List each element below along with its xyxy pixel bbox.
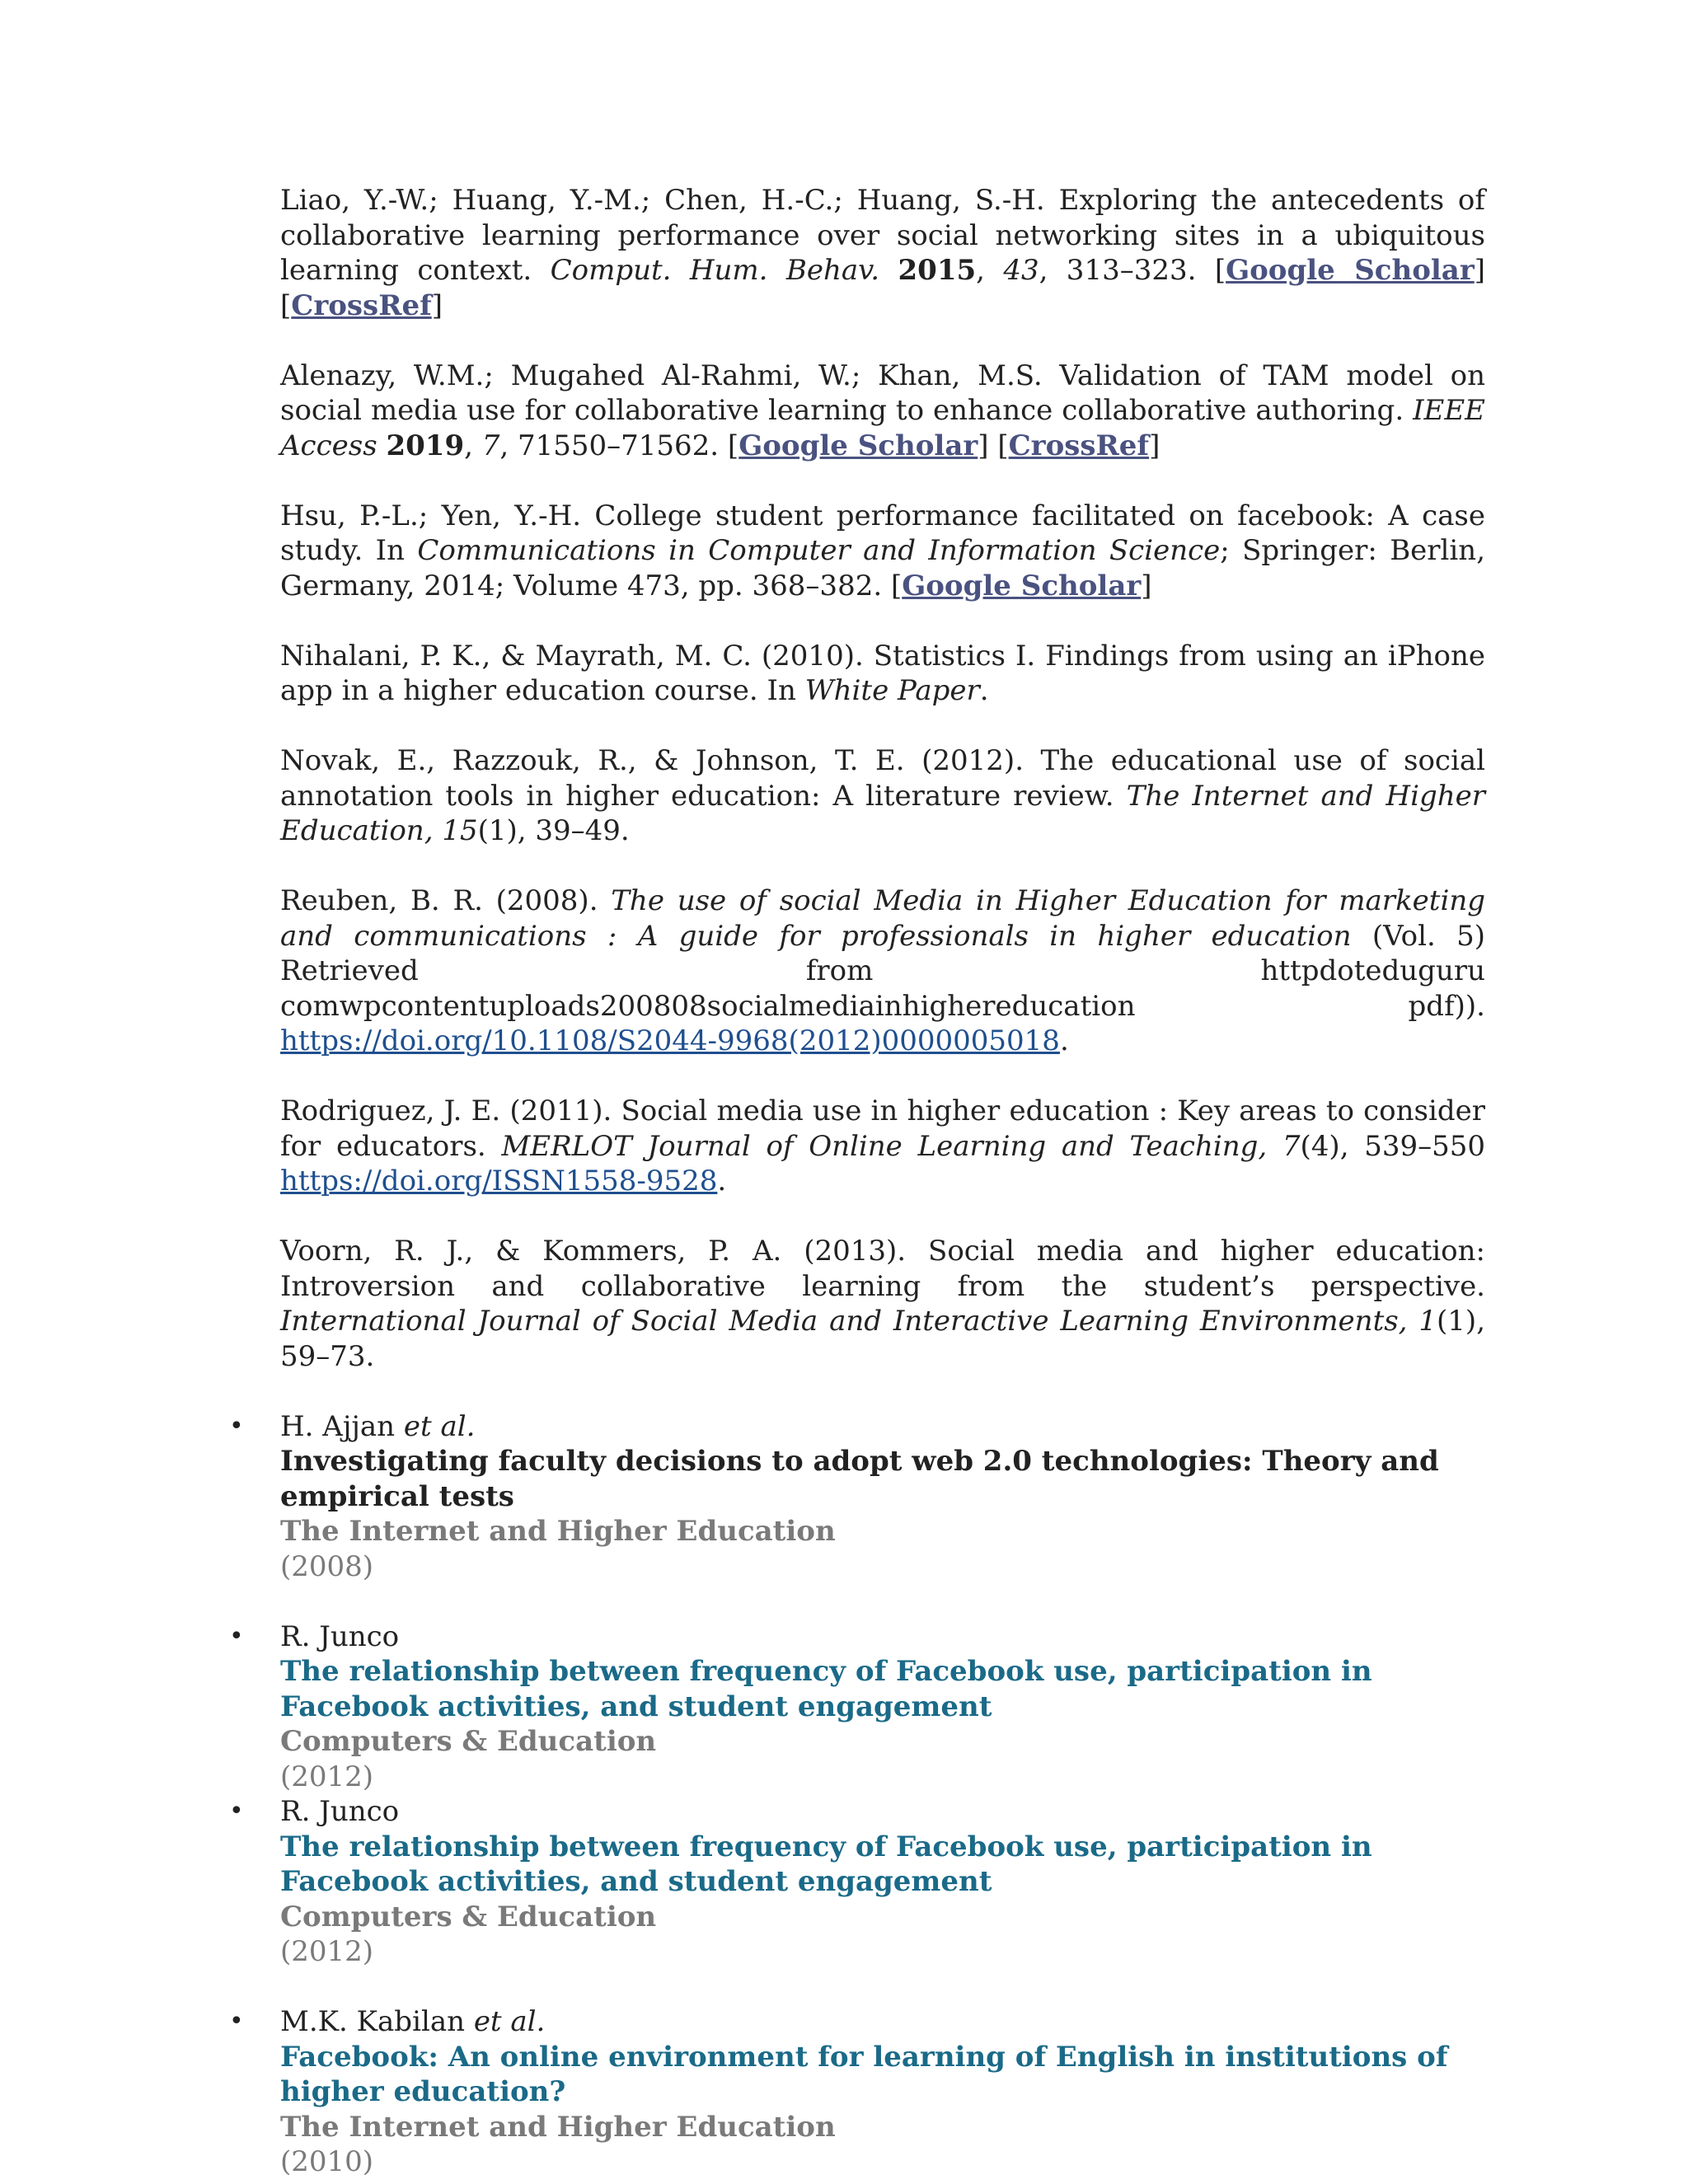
list-item-journal: Computers & Education — [280, 1900, 657, 1933]
list-item-authors — [280, 1619, 1485, 1655]
reference-hsu: Hsu, P.-L.; Yen, Y.-H. College student performance facilitated on facebook: A case study. In Communications in Computer and Information Science; Springer: Berlin, Germany, 2014; Volume 473, pp. 368–382. [Google Scholar] — [280, 499, 1486, 602]
bullet-icon: • — [229, 1621, 244, 1651]
reference-pages: (1), 59–73. — [280, 1305, 1485, 1373]
list-item — [229, 1409, 1485, 1585]
google-scholar-link[interactable]: Google Scholar — [738, 429, 978, 462]
list-item-journal: The Internet and Higher Education — [280, 2110, 836, 2144]
reference-text: Hsu, P.-L.; Yen, Y.-H. College student performance facilitated on facebook: A case study. In — [280, 499, 1485, 567]
reference-publisher: ; Springer: Berlin, Germany, 2014; Volume 473, pp. 368–382. — [280, 534, 1486, 602]
reference-book-title: Communications in Computer and Information Science — [417, 534, 1221, 567]
reference-liao: Liao, Y.-W.; Huang, Y.-M.; Chen, H.-C.; Huang, S.-H. Exploring the antecedents of collaborative learning performance over social networking sites in a ubiquitous learning context. Comput. Hum. Behav. 2015, 43, 313–323. [Google Scholar] [CrossRef] — [280, 184, 1486, 322]
author-names: H. Ajjan — [280, 1409, 396, 1443]
list-item-authors — [280, 1794, 1485, 1830]
bullet-icon: • — [229, 2007, 244, 2036]
reference-novak — [280, 743, 1485, 849]
author-names: R. Junco — [280, 1619, 400, 1653]
reference-nihalani — [280, 639, 1485, 709]
reference-journal: MERLOT Journal of Online Learning and Teaching, 7 — [501, 1129, 1301, 1163]
reference-italic-title: White Paper — [804, 674, 980, 707]
reference-text: Reuben, B. R. (2008). — [280, 884, 598, 917]
list-item-year: (2012) — [280, 1935, 374, 1968]
google-scholar-link[interactable]: Google Scholar — [1226, 254, 1475, 287]
bullet-icon: • — [229, 1797, 244, 1825]
reference-year: 2019 — [386, 429, 465, 462]
reference-alenazy: Alenazy, W.M.; Mugahed Al-Rahmi, W.; Khan, M.S. Validation of TAM model on social media use for collaborative learning to enhance collaborative authoring. IEEE Access 2019, 7, 71550–71562. [Google Scholar] [CrossRef] — [280, 359, 1485, 462]
reference-pages: (1), 39–49. — [477, 814, 630, 847]
list-item-title-link[interactable]: Facebook: An online environment for learning of English in institutions of higher education? — [280, 2040, 1448, 2108]
reference-volume: 43 — [1003, 254, 1039, 287]
reference-authors: Liao, Y.-W.; Huang, Y.-M.; Chen, H.-C.; Huang, S.-H. Exploring the antecedents of collaborative learning performance over social networking sites in a ubiquitous learning context. — [280, 184, 1485, 287]
reference-retrieval: (Vol. 5) Retrieved from httpdoteduguru comwpcontentuploads200808socialmediainhighereducation pdf)). — [280, 919, 1485, 1023]
author-names: M.K. Kabilan — [280, 2005, 465, 2038]
list-item-title: Investigating faculty decisions to adopt web 2.0 technologies: Theory and empirical tests — [280, 1445, 1439, 1513]
reference-year: 2015 — [898, 254, 977, 287]
reference-voorn — [280, 1234, 1485, 1374]
list-item-title-link[interactable]: The relationship between frequency of Facebook use, participation in Facebook activities, and student engagement — [280, 1830, 1372, 1898]
list-item-authors — [280, 1409, 1485, 1445]
reference-pages: , 313–323. — [1039, 254, 1197, 287]
reference-pages: , 71550–71562. — [499, 429, 720, 462]
list-item — [229, 1619, 1485, 1795]
list-item — [229, 2004, 1485, 2180]
reference-end: . — [717, 1165, 727, 1197]
author-names: R. Junco — [280, 1795, 400, 1828]
reference-authors: Alenazy, W.M.; Mugahed Al-Rahmi, W.; Khan, M.S. Validation of TAM model on social media use for collaborative learning to enhance collaborative authoring. — [280, 359, 1485, 427]
reference-journal: The Internet and Higher Education, 15 — [280, 779, 1485, 847]
reference-pages: (4), 539–550 — [1300, 1129, 1485, 1163]
list-item-journal: Computers & Education — [280, 1725, 657, 1758]
crossref-link[interactable]: CrossRef — [1008, 429, 1150, 462]
reference-text: Novak, E., Razzouk, R., & Johnson, T. E. (2012). The educational use of social annotation tools in higher education: A literature review. — [280, 744, 1485, 813]
et-al: et al. — [403, 1409, 476, 1443]
reference-end: . — [979, 674, 989, 707]
crossref-link[interactable]: CrossRef — [291, 288, 432, 322]
google-scholar-link[interactable]: Google Scholar — [902, 569, 1142, 602]
doi-link[interactable]: https://doi.org/ISSN1558-9528 — [280, 1165, 718, 1197]
et-al: et al. — [473, 2005, 546, 2038]
reference-volume: 7 — [481, 429, 500, 462]
list-item-title-link[interactable]: The relationship between frequency of Facebook use, participation in Facebook activities, and student engagement — [280, 1655, 1372, 1723]
list-item-year: (2012) — [280, 1760, 374, 1793]
reference-reuben — [280, 883, 1485, 1059]
list-item-journal: The Internet and Higher Education — [280, 1515, 836, 1548]
list-item-year: (2010) — [280, 2145, 374, 2178]
bullet-icon: • — [229, 1411, 244, 1441]
list-item — [229, 1794, 1485, 1970]
reference-journal: Comput. Hum. Behav. — [550, 254, 880, 287]
reference-text: Voorn, R. J., & Kommers, P. A. (2013). Social media and higher education: Introversion and collaborative learning from the student’s perspective. — [280, 1235, 1485, 1303]
reference-journal: International Journal of Social Media and Interactive Learning Environments, 1 — [280, 1305, 1437, 1338]
doi-link[interactable]: https://doi.org/10.1108/S2044-9968(2012)0000005018 — [280, 1024, 1060, 1057]
citation-list — [229, 1409, 1485, 2180]
reference-journal: IEEE Access — [280, 394, 1485, 462]
reference-italic-title: The use of social Media in Higher Education for marketing and communications : A guide for professionals in higher education — [280, 884, 1485, 953]
reference-end: . — [1059, 1024, 1069, 1057]
reference-text: Nihalani, P. K., & Mayrath, M. C. (2010). Statistics I. Findings from using an iPhone app in a higher education course. In — [280, 639, 1485, 707]
list-item-year: (2008) — [280, 1549, 374, 1583]
reference-rodriguez — [280, 1094, 1485, 1199]
reference-text: Rodriguez, J. E. (2011). Social media use in higher education : Key areas to consider for educators. — [280, 1094, 1485, 1163]
list-item-authors — [280, 2004, 1485, 2040]
reference-list — [229, 183, 1486, 2180]
